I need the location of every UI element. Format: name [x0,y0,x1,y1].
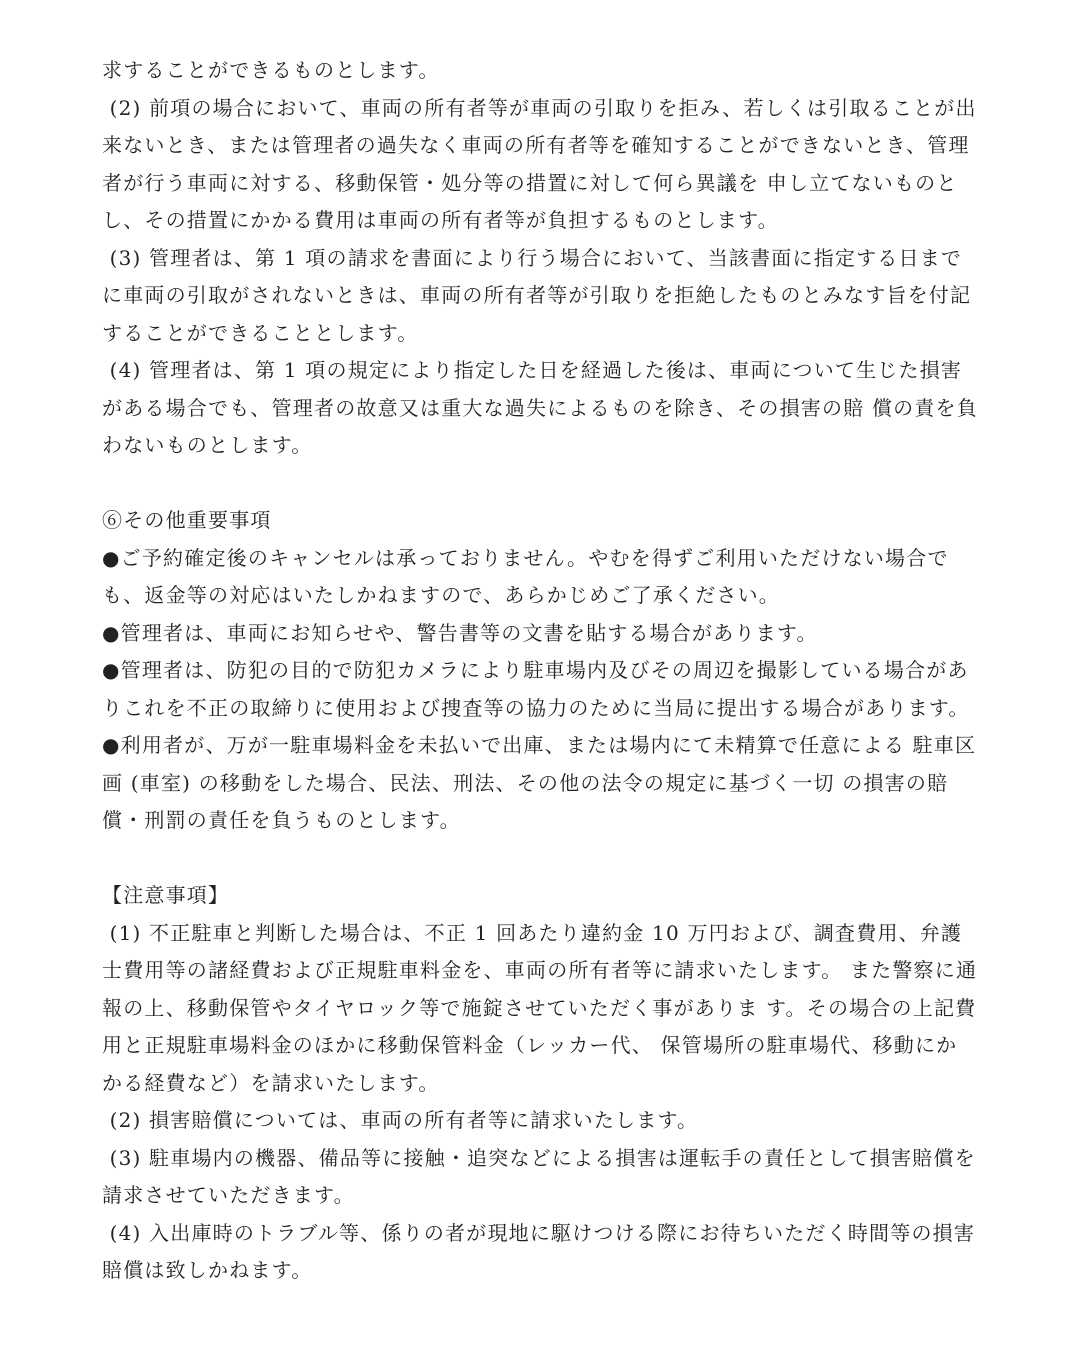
other-item-notice: ●管理者は、車両にお知らせや、警告書等の文書を貼する場合があります。 [102,620,818,645]
notes-item-1: (1) 不正駐車と判断した場合は、不正 1 回あたり違約金 10 万円および、調査費用、弁護士費用等の諸経費および正規駐車料金を、車両の所有者等に請求いたします。 また警察に通報の上、移動保管やタイヤロック等で施錠させていただく事がありま す。その場合の上記費用と正規駐車場料金のほかに移動保管料金（レッカー代、 保管場所の駐車場代、移動にかかる経費など）を請求いたします。 [102,920,978,1095]
notes-item-3: (3) 駐車場内の機器、備品等に接触・追突などによる損害は運転手の責任として損害賠償を請求させていただきます。 [102,1145,976,1207]
other-item-camera: ●管理者は、防犯の目的で防犯カメラにより駐車場内及びその周辺を撮影している場合がありこれを不正の取締りに使用および捜査等の協力のために当局に提出する場合があります。 [102,658,970,720]
notes-item-4: (4) 入出庫時のトラブル等、係りの者が現地に駆けつける際にお待ちいただく時間等の損害賠償は致しかねます。 [102,1220,976,1282]
intro-item-3: (3) 管理者は、第 1 項の請求を書面により行う場合において、当該書面に指定する日までに車両の引取がされないときは、車両の所有者等が引取りを拒絶したものとみなす旨を付記することができることとします。 [102,245,972,345]
section-heading-notes: 【注意事項】 [102,883,230,907]
other-item-unpaid: ●利用者が、万が一駐車場料金を未払いで出庫、または場内にて未精算で任意による 駐車区画 (車室) の移動をした場合、民法、刑法、その他の法令の規定に基づく一切 の損害の賠償・刑罰の責任を負うものとします。 [102,733,977,832]
notes-item-2: (2) 損害賠償については、車両の所有者等に請求いたします。 [102,1108,699,1132]
section-spacer [102,840,978,878]
intro-item-4: (4) 管理者は、第 1 項の規定により指定した日を経過した後は、車両について生じた損害がある場合でも、管理者の故意又は重大な過失によるものを除き、その損害の賠 償の責を負わないものとします。 [102,358,978,457]
other-item-cancel: ●ご予約確定後のキャンセルは承っておりません。やむを得ずご利用いただけない場合でも、返金等の対応はいたしかねますので、あらかじめご了承ください。 [102,545,949,607]
section-heading-other: ⑥その他重要事項 [102,508,272,532]
intro-continuation: 求することができるものとします。 [102,58,440,82]
section-spacer [102,465,978,503]
intro-item-2: (2) 前項の場合において、車両の所有者等が車両の引取りを拒み、若しくは引取ることが出来ないとき、または管理者の過失なく車両の所有者等を確知することができないとき、管理者が行う車両に対する、移動保管・処分等の措置に対して何ら異議を 申し立てないものとし、その措置にかかる費用は車両の所有者等が負担するものとします。 [102,95,977,232]
document-body [102,52,978,1290]
